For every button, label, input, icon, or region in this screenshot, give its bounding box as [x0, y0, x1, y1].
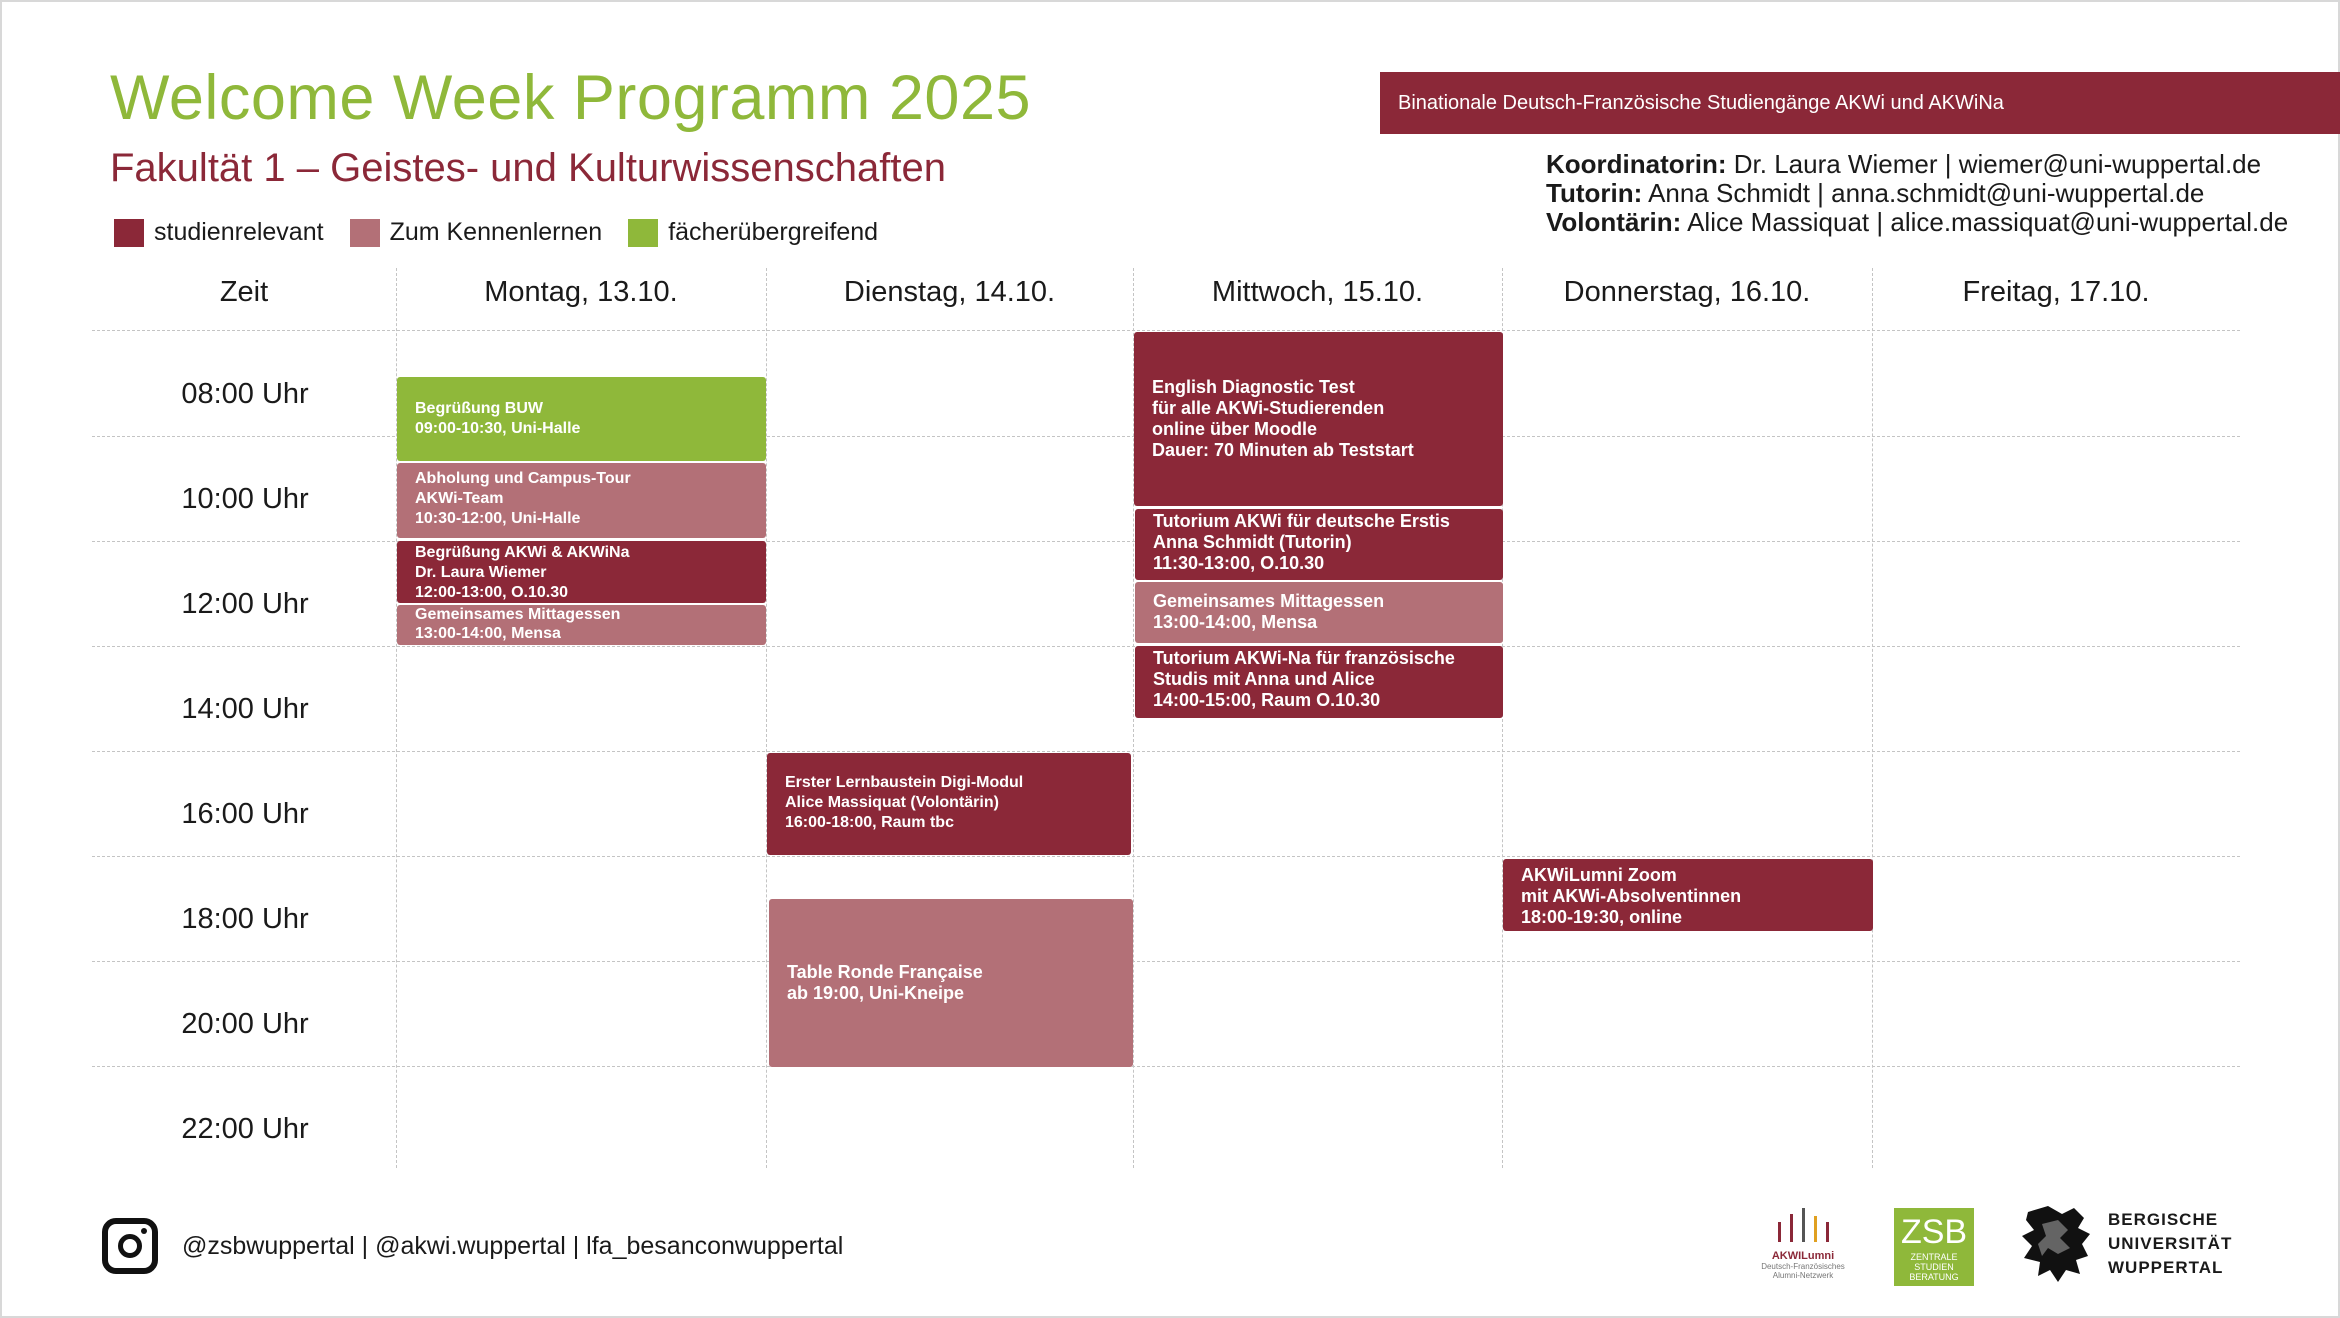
- event-line: Begrüßung AKWi & AKWiNa: [415, 544, 630, 561]
- time-label: 22:00 Uhr: [181, 1113, 309, 1145]
- event-line: Abholung und Campus-Tour: [415, 470, 631, 487]
- event-english-test[interactable]: [1134, 332, 1503, 506]
- event-begruessung-buw[interactable]: [397, 377, 766, 461]
- event-mittagessen-montag[interactable]: [397, 605, 766, 645]
- event-line: Dr. Laura Wiemer: [415, 564, 547, 581]
- grid-line: [92, 856, 2240, 857]
- contact-value[interactable]: Alice Massiquat | alice.massiquat@uni-wuppertal.de: [1687, 207, 2289, 237]
- zsb-logo-text: ZSB: [1900, 1213, 1968, 1251]
- contact-value[interactable]: Dr. Laura Wiemer | wiemer@uni-wuppertal.de: [1733, 149, 2262, 179]
- buw-line: BERGISCHE: [2108, 1210, 2219, 1229]
- event-line: Alice Massiquat (Volontärin): [785, 794, 999, 811]
- contact-tutor: [1546, 179, 2288, 208]
- page-title: Welcome Week Programm 2025: [110, 63, 1032, 133]
- contact-role: Koordinatorin:: [1546, 149, 1727, 179]
- event-line: Anna Schmidt (Tutorin): [1153, 532, 1352, 552]
- event-line: AKWiLumni Zoom: [1521, 865, 1677, 885]
- event-line: ab 19:00, Uni-Kneipe: [787, 983, 965, 1003]
- event-line: für alle AKWi-Studierenden: [1152, 398, 1385, 418]
- event-line: English Diagnostic Test: [1152, 377, 1355, 397]
- buw-wordmark: [2108, 1208, 2232, 1280]
- event-line: 14:00-15:00, Raum O.10.30: [1153, 690, 1381, 710]
- zsb-logo: [1894, 1208, 1974, 1286]
- event-line: Tutorium AKWi-Na für französische: [1153, 648, 1455, 668]
- grid-line: [92, 751, 2240, 752]
- grid-line: [1872, 268, 1873, 1168]
- grid-line: [92, 1066, 2240, 1067]
- page-subtitle: Fakultät 1 – Geistes- und Kulturwissenschaften: [110, 146, 946, 190]
- buw-line: WUPPERTAL: [2108, 1258, 2224, 1277]
- event-line: Dauer: 70 Minuten ab Teststart: [1152, 440, 1414, 460]
- schedule-grid: [92, 268, 2240, 1170]
- legend-swatch: [628, 219, 658, 247]
- column-header-monday: Montag, 13.10.: [484, 276, 678, 308]
- legend-swatch: [350, 219, 380, 247]
- event-line: 11:30-13:00, O.10.30: [1153, 553, 1325, 573]
- social-handles[interactable]: @zsbwuppertal | @akwi.wuppertal | lfa_besanconwuppertal: [182, 1231, 844, 1260]
- contact-value[interactable]: Anna Schmidt | anna.schmidt@uni-wuppertal.de: [1648, 178, 2205, 208]
- legend-label: fächerübergreifend: [668, 218, 879, 246]
- event-begruessung-akwi[interactable]: [397, 541, 766, 603]
- akwilumni-sub: Alumni-Netzwerk: [1772, 1271, 1834, 1280]
- event-line: Studis mit Anna und Alice: [1153, 669, 1375, 689]
- contact-block: [1546, 150, 2288, 237]
- event-line: mit AKWi-Absolventinnen: [1521, 886, 1742, 906]
- buw-line: UNIVERSITÄT: [2108, 1234, 2233, 1253]
- event-mittagessen-mittwoch[interactable]: [1135, 582, 1503, 643]
- akwilumni-bars-icon: [1754, 1208, 1852, 1242]
- zsb-logo-sub: STUDIEN: [1914, 1262, 1954, 1272]
- column-header-thursday: Donnerstag, 16.10.: [1563, 276, 1811, 308]
- column-header-time: Zeit: [219, 276, 269, 308]
- legend-item-faecheruebergreifend: [628, 218, 878, 247]
- event-line: Begrüßung BUW: [415, 400, 543, 417]
- event-line: Gemeinsames Mittagessen: [415, 606, 621, 623]
- event-tutorium-deutsch[interactable]: [1135, 509, 1503, 580]
- event-line: 13:00-14:00, Mensa: [415, 625, 561, 642]
- event-line: AKWi-Team: [415, 490, 504, 507]
- legend: [114, 218, 904, 247]
- event-line: Tutorium AKWi für deutsche Erstis: [1153, 511, 1450, 531]
- lion-crest-icon: [2018, 1204, 2094, 1284]
- column-header-wednesday: Mittwoch, 15.10.: [1211, 276, 1424, 308]
- event-akwilumni-zoom[interactable]: [1503, 859, 1873, 931]
- event-lernbaustein[interactable]: [767, 753, 1131, 855]
- column-header-tuesday: Dienstag, 14.10.: [843, 276, 1056, 308]
- event-campus-tour[interactable]: [397, 463, 766, 538]
- contact-volunteer: [1546, 208, 2288, 237]
- akwilumni-sub: Deutsch-Französisches: [1761, 1262, 1845, 1271]
- grid-line: [92, 330, 2240, 331]
- event-table-ronde[interactable]: [769, 899, 1133, 1067]
- event-line: 16:00-18:00, Raum tbc: [785, 814, 954, 831]
- contact-coordinator: [1546, 150, 2288, 179]
- legend-item-kennenlernen: [350, 218, 603, 247]
- time-label: 10:00 Uhr: [181, 483, 309, 515]
- legend-swatch: [114, 219, 144, 247]
- event-line: 10:30-12:00, Uni-Halle: [415, 510, 581, 527]
- akwilumni-logo: [1754, 1208, 1852, 1294]
- contact-role: Tutorin:: [1546, 178, 1643, 208]
- event-line: Gemeinsames Mittagessen: [1153, 591, 1385, 611]
- social-footer: [102, 1218, 843, 1274]
- event-line: 09:00-10:30, Uni-Halle: [415, 420, 581, 437]
- time-label: 18:00 Uhr: [181, 903, 309, 935]
- legend-item-studienrelevant: [114, 218, 324, 247]
- time-label: 14:00 Uhr: [181, 693, 309, 725]
- column-header-friday: Freitag, 17.10.: [1962, 276, 2150, 308]
- zsb-logo-sub: ZENTRALE: [1910, 1252, 1958, 1262]
- event-line: 18:00-19:30, online: [1521, 907, 1683, 927]
- legend-label: studienrelevant: [154, 218, 324, 246]
- legend-label: Zum Kennenlernen: [389, 218, 603, 246]
- event-line: online über Moodle: [1152, 419, 1317, 439]
- event-line: 12:00-13:00, O.10.30: [415, 584, 568, 601]
- grid-line: [92, 961, 2240, 962]
- time-label: 16:00 Uhr: [181, 798, 309, 830]
- instagram-icon: [102, 1218, 158, 1274]
- event-tutorium-franzoesisch[interactable]: [1135, 646, 1503, 718]
- buw-logo: [2018, 1204, 2232, 1284]
- zsb-logo-sub: BERATUNG: [1909, 1272, 1959, 1282]
- akwilumni-name: AKWILumni: [1771, 1250, 1835, 1262]
- program-banner: Binationale Deutsch-Französische Studiengänge AKWi und AKWiNa: [1380, 72, 2340, 134]
- time-label: 12:00 Uhr: [181, 588, 309, 620]
- grid-line: [766, 268, 767, 1168]
- time-label: 08:00 Uhr: [181, 378, 309, 410]
- time-label: 20:00 Uhr: [181, 1008, 309, 1040]
- contact-role: Volontärin:: [1546, 207, 1682, 237]
- event-line: Table Ronde Française: [787, 962, 983, 982]
- event-line: Erster Lernbaustein Digi-Modul: [785, 774, 1024, 791]
- event-line: 13:00-14:00, Mensa: [1153, 612, 1318, 632]
